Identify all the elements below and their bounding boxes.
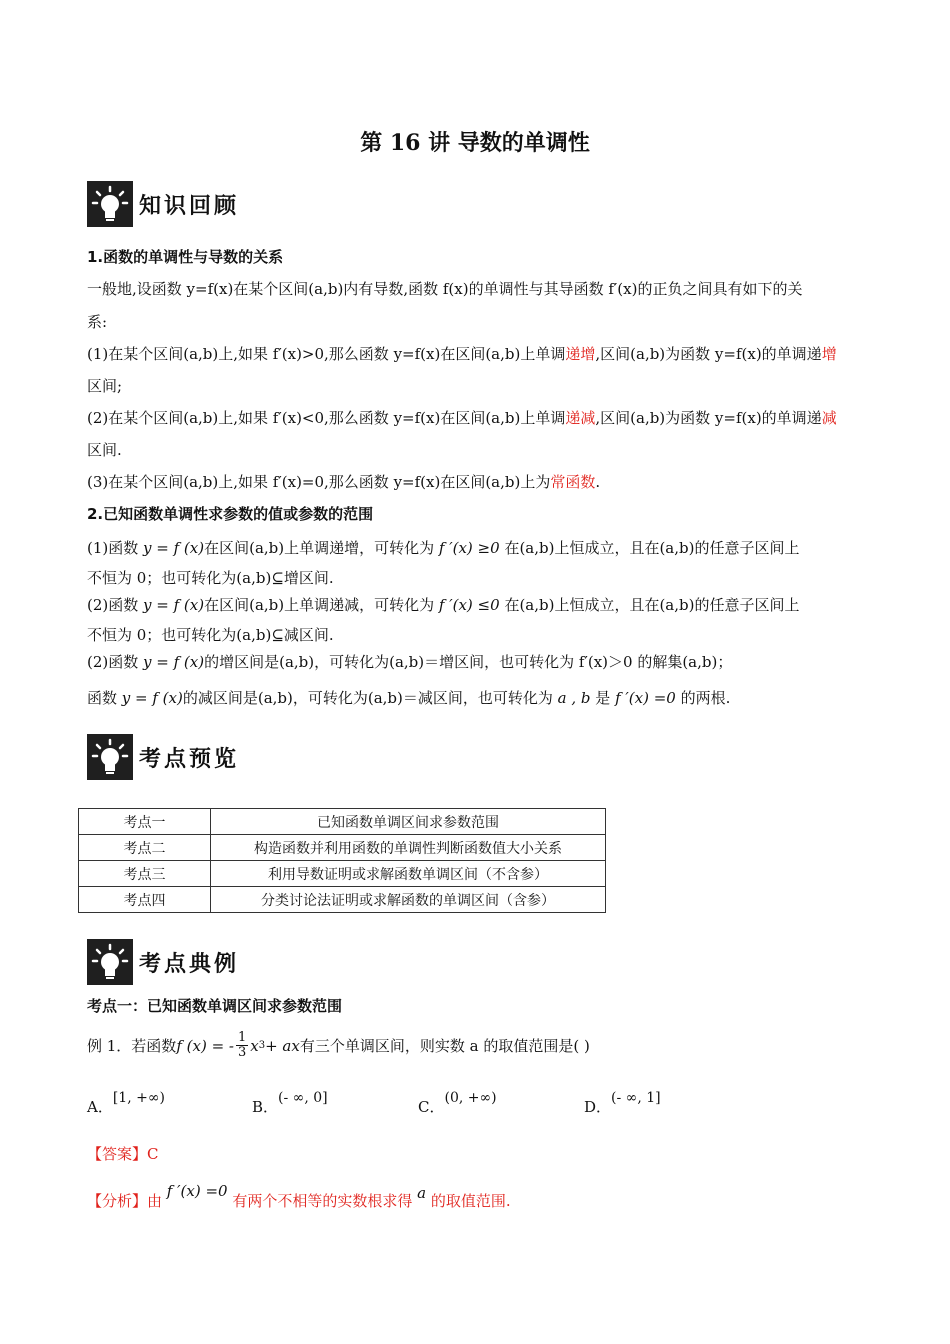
part2-line2b: 不恒为 0；也可转化为(a,b)⊆减区间. [87,626,334,644]
section-banner-preview [87,733,239,781]
p2l4-pre: 函数 [87,689,122,707]
option-letter: C． [418,1098,445,1116]
p2l2-function: y = f (x) [143,596,205,614]
part2-line3 [87,651,732,672]
p2l2-mid: 在区间(a,b)上单调递减，可转化为 [204,596,439,614]
p2l4-is: 是 [590,689,616,707]
section-title-review: 知识回顾 [139,193,240,219]
p2l2-pre: (2)函数 [87,596,144,614]
option-value: (- ∞, 1] [611,1090,661,1106]
table-row [79,861,606,887]
answer-line [87,1143,159,1164]
table-cell: 已知函数单调区间求参数范围 [211,809,606,835]
table-row [79,809,606,835]
fraction [236,1031,248,1060]
p2l4-mid: 的减区间是(a,b)，可转化为(a,b)＝减区间，也可转化为 [182,689,558,707]
option-letter: D． [584,1098,612,1116]
exam-points-table [78,808,606,913]
analysis-a: a [417,1184,427,1202]
analysis-mid: 有两个不相等的实数根求得 [227,1192,418,1210]
option-value: (- ∞, 0] [278,1090,328,1106]
option-d[interactable] [584,1086,661,1116]
question-exponent: 3 [258,1040,266,1051]
fraction-denominator: 3 [237,1045,247,1060]
item3-highlight: 常函数 [550,473,596,491]
p2l4-ab: a , b [557,689,591,707]
option-c[interactable] [418,1086,497,1116]
option-b[interactable] [252,1086,328,1116]
item1-highlight: 递增 [565,345,596,363]
answer-tag: 【答案】 [87,1145,148,1163]
option-a[interactable] [87,1086,165,1116]
part1-item2-end: 区间. [87,441,122,459]
part1-intro-line1: 一般地,设函数 y=f(x)在某个区间(a,b)内有导数,函数 f(x)的单调性与其导函数 f′(x)的正负之间具有如下的关 [87,280,803,298]
p2l4-condition: f ′(x) =0 [615,689,676,707]
table-cell: 构造函数并利用函数的单调性判断函数值大小关系 [211,835,606,861]
question-ax: + ax [265,1036,300,1055]
table-row [79,887,606,913]
p2l3-post: 的增区间是(a,b)，可转化为(a,b)＝增区间，也可转化为 f′(x)＞0 的解集(a,b)； [204,653,733,671]
section-banner-review [87,180,239,228]
question-post: 有三个单调区间，则实数 a 的取值范围是( ) [299,1037,590,1055]
item1-text-mid: ,区间(a,b)为函数 y=f(x)的单调递 [595,345,822,363]
part2-line1 [87,537,799,558]
item1-text: (1)在某个区间(a,b)上,如果 f′(x)>0,那么函数 y=f(x)在区间(a,b)上单调 [87,345,566,363]
item2-text-mid: ,区间(a,b)为函数 y=f(x)的单调递 [595,409,822,427]
option-value: (0, +∞) [444,1090,497,1106]
item2-highlight: 递减 [565,409,596,427]
option-letter: B． [252,1098,279,1116]
part2-line2 [87,594,799,615]
p2l2-condition: f ′(x) ≤0 [438,596,500,614]
p2l1-condition: f ′(x) ≥0 [438,539,500,557]
item3-text: (3)在某个区间(a,b)上,如果 f′(x)=0,那么函数 y=f(x)在区间(a,b)上为 [87,473,551,491]
item2-highlight-2: 减 [821,409,837,427]
part1-intro-line2: 系: [87,313,108,331]
page-title: 第 16 讲 导数的单调性 [360,130,590,156]
p2l4-function: y = f (x) [121,689,183,707]
exam-point-heading: 考点一：已知函数单调区间求参数范围 [87,997,343,1015]
p2l1-mid: 在区间(a,b)上单调递增，可转化为 [204,539,439,557]
table-cell: 利用导数证明或求解函数单调区间（不含参） [211,861,606,887]
part2-heading: 2.已知函数单调性求参数的值或参数的范围 [87,505,374,523]
p2l1-pre: (1)函数 [87,539,144,557]
option-value: [1, +∞) [112,1090,165,1106]
analysis-line [87,1182,511,1211]
analysis-pre: 由 [147,1192,167,1210]
item2-text: (2)在某个区间(a,b)上,如果 f′(x)<0,那么函数 y=f(x)在区间(a,b)上单调 [87,409,566,427]
section-title-examples: 考点典例 [139,951,240,977]
part1-item1 [87,343,837,364]
example-question [87,1031,590,1060]
part1-item1-end: 区间; [87,377,123,395]
table-cell: 考点二 [79,835,211,861]
p2l1-function: y = f (x) [143,539,205,557]
lightbulb-icon [87,939,133,985]
analysis-condition: f ′(x) =0 [166,1182,228,1200]
part2-line1b: 不恒为 0；也可转化为(a,b)⊆增区间. [87,569,334,587]
table-cell: 考点一 [79,809,211,835]
p2l3-pre: (2)函数 [87,653,144,671]
section-banner-examples [87,938,239,986]
section-title-preview: 考点预览 [139,746,240,772]
question-x: x [250,1036,259,1055]
part2-line4 [87,687,730,708]
p2l1-post: 在(a,b)上恒成立，且在(a,b)的任意子区间上 [499,539,800,557]
question-function: f (x) = - [176,1036,234,1055]
part1-heading: 1.函数的单调性与导数的关系 [87,248,284,266]
p2l2-post: 在(a,b)上恒成立，且在(a,b)的任意子区间上 [499,596,800,614]
analysis-post: 的取值范围. [426,1192,511,1210]
part1-item2 [87,407,837,428]
question-pre: 例 1．若函数 [87,1037,177,1055]
table-cell: 考点四 [79,887,211,913]
p2l3-function: y = f (x) [143,653,205,671]
item1-highlight-2: 增 [821,345,837,363]
option-letter: A． [87,1098,113,1116]
answer-value: C [147,1145,159,1163]
lightbulb-icon [87,734,133,780]
table-row [79,835,606,861]
fraction-numerator: 1 [237,1030,247,1045]
part1-item3 [87,471,600,492]
lightbulb-icon [87,181,133,227]
p2l4-post: 的两根. [675,689,731,707]
table-cell: 分类讨论法证明或求解函数的单调区间（含参） [211,887,606,913]
analysis-tag: 【分析】 [87,1192,148,1210]
table-cell: 考点三 [79,861,211,887]
item3-text-end: . [595,473,601,491]
